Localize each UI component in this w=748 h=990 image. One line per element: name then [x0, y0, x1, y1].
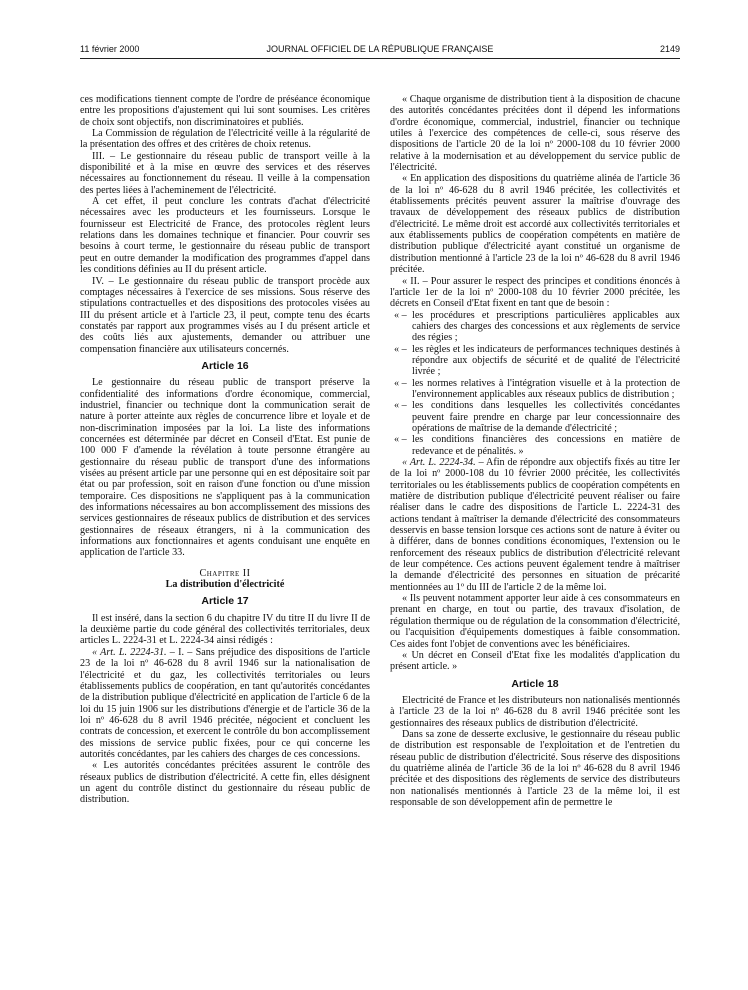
- paragraph: ces modifications tiennent compte de l'ordre de préséance économique entre les propositions d'ajustement qui lui sont soumises. Les critères de choix sont objectifs, non discriminatoires et publiés.: [80, 94, 370, 128]
- paragraph: [390, 457, 680, 593]
- list-item: [390, 400, 680, 434]
- chapter-label: Chapitre II: [199, 567, 251, 579]
- paragraph: [80, 647, 370, 760]
- chapter-title: La distribution d'électricité: [165, 579, 285, 591]
- page-header: [80, 44, 680, 58]
- paragraph: « Les autorités concédantes précitées assurent le contrôle des réseaux publics de distribution d'électricité. A cette fin, elles désignent un agent du contrôle distinct du gestionnaire du réseau public de distribution.: [80, 760, 370, 806]
- list-item: [390, 344, 680, 378]
- article-heading: Article 17: [201, 595, 249, 608]
- paragraph: « Un décret en Conseil d'Etat fixe les modalités d'application du présent article. »: [390, 649, 680, 673]
- header-rule: [80, 58, 680, 59]
- article-heading: Article 16: [201, 359, 249, 372]
- issue-date: 11 février 2000: [80, 44, 140, 54]
- paragraph: A cet effet, il peut conclure les contrats d'achat d'électricité nécessaires avec les producteurs et les fournisseurs. Lorsque le fournisseur est Electricité de France, des protocoles règlent leurs relations dans les domaines technique et financier. Pour couvrir ses besoins à court terme, le gestionnaire du réseau public de transport peut en outre demander la modification des programmes d'appel dans les conditions définies au II du présent article.: [80, 196, 370, 276]
- paragraph-text: – I. – Sans préjudice des dispositions de l'article 23 de la loi nº 46-628 du 8 avril 1946 sur la nationalisation de l'électricité et du gaz, les collectivités territoriales ou leurs établissements publics de coopération, en tant qu'autorités concédantes de la distribution publique d'électricité en application de l'article 6 de la loi du 15 juin 1906 sur les distributions d'énergie et de l'article 36 de la loi nº 46-628 du 8 avril 1946 précitée, négocient et concluent les contrats de concession, et exercent le contrôle du bon accomplissement des missions de service public fixées, pour ce qui concerne les autorités concédantes, par les cahiers des charges de ces concessions.: [80, 646, 370, 760]
- paragraph: « Ils peuvent notamment apporter leur aide à ces consommateurs en prenant en charge, en tout ou partie, des travaux d'isolation, de régulation thermique ou de régulation de la consommation d'électricité, ou l'acquisition d'équipements domestiques à faible consommation. Ces aides font l'objet de conventions avec les bénéficiaires.: [390, 593, 680, 650]
- page-number: 2149: [659, 44, 680, 54]
- list-item: [390, 434, 680, 457]
- list-marker: « –: [394, 309, 407, 321]
- list-text: les procédures et prescriptions particulières applicables aux cahiers des charges des concessions et aux règlements de service des régies ;: [412, 309, 680, 344]
- list-text: les normes relatives à l'intégration visuelle et à la protection de l'environnement applicables aux réseaux publics de distribution ;: [412, 377, 680, 400]
- paragraph: III. – Le gestionnaire du réseau public de transport veille à la disponibilité et à la mise en œuvre des services et des réserves nécessaires au fonctionnement du réseau. Il veille à la compensation des pertes liées à l'acheminement de l'électricité.: [80, 150, 370, 196]
- list-text: les conditions financières des concessions en matière de redevance et de pénalités. »: [412, 434, 680, 457]
- list-marker: « –: [394, 434, 407, 446]
- article-reference: « Art. L. 2224-34.: [402, 457, 476, 468]
- paragraph: « II. – Pour assurer le respect des principes et conditions énoncés à l'article 1er de la loi nº 2000-108 du 10 février 2000 précitée, les décrets en Conseil d'Etat fixent en tant que de besoin :: [390, 275, 680, 310]
- paragraph: « Chaque organisme de distribution tient à la disposition de chacune des autorités concédantes précitées dont il dépend les informations d'ordre économique, commercial, industriel, financier ou technique utiles à l'exercice des compétences de celle-ci, sous réserve des dispositions de l'article 20 de la loi nº 2000-108 du 10 février 2000 relative à la modernisation et au développement du service public de l'électricité.: [390, 94, 680, 174]
- right-column: [390, 94, 680, 808]
- paragraph: Le gestionnaire du réseau public de transport préserve la confidentialité des informations d'ordre économique, commercial, industriel, financier ou technique dont la communication serait de nature à porter atteinte aux règles de concurrence libre et loyale et de non-discrimination imposées par la loi. La liste des informations concernées est déterminée par décret en Conseil d'Etat. Est punie de 100 000 F d'amende la révélation à toute personne étrangère au gestionnaire du réseau public de transport d'une des informations visées au présent article par une personne qui en est dépositaire soit par état ou par profession, soit en raison d'une fonction ou d'une mission temporaire. Ces dispositions ne s'appliquent pas à la communication des informations nécessaires au bon accomplissement des missions des services gestionnaires de réseaux publics de distribution et des services gestionnaires de réseaux étrangers, ni à la communication des informations aux fonctionnaires et agents conduisant une enquête en application de l'article 33.: [80, 377, 370, 559]
- left-column: [80, 94, 370, 806]
- paragraph: « En application des dispositions du quatrième alinéa de l'article 36 de la loi nº 46-628 du 8 avril 1946 précitée, les collectivités et établissements précités peuvent assurer la maîtrise d'ouvrage des travaux de développement des réseaux publics de distribution d'électricité. Le même droit est accordé aux collectivités territoriales et aux établissements publics de coopération compétents en matière de distribution publique d'électricité ayant constitué un organisme de distribution mentionné à l'article 23 de la loi nº 46-628 du 8 avril 1946 précitée.: [390, 173, 680, 276]
- list-text: les règles et les indicateurs de performances techniques destinés à répondre aux objectifs de sécurité et de qualité de l'électricité livrée ;: [412, 343, 680, 378]
- list-marker: « –: [394, 377, 407, 389]
- journal-title: JOURNAL OFFICIEL DE LA RÉPUBLIQUE FRANÇAISE: [266, 44, 494, 54]
- list-text: les conditions dans lesquelles les collectivités concédantes peuvent faire prendre en charge par leur concessionnaire des opérations de maîtrise de la demande d'électricité ;: [412, 400, 680, 434]
- list-marker: « –: [394, 400, 407, 412]
- paragraph: IV. – Le gestionnaire du réseau public de transport procède aux comptages nécessaires à l'exercice de ses missions. Sous réserve des stipulations contractuelles et des dispositions des protocoles visées au III du présent article et à l'article 23, il peut, compte tenu des écarts constatés par rapport aux programmes visés au I du présent article et des coûts liés aux ajustements, demander ou attribuer une compensation financière aux utilisateurs concernés.: [80, 275, 370, 355]
- list-item: [390, 310, 680, 344]
- list-marker: « –: [394, 343, 407, 355]
- paragraph: Dans sa zone de desserte exclusive, le gestionnaire du réseau public de distribution est responsable de l'exploitation et de l'entretien du réseau public de distribution d'électricité. Sous réserve des dispositions du quatrième alinéa de l'article 36 de la loi nº 46-628 du 8 avril 1946 précitée et des dispositions des règlements de service des distributeurs non nationalisés mentionnés à l'article 23 de la même loi, il est responsable de son développement afin de permettre le: [390, 728, 680, 808]
- paragraph: Il est inséré, dans la section 6 du chapitre IV du titre II du livre II de la deuxième partie du code général des collectivités territoriales, deux articles L. 2224-31 et L. 2224-34 ainsi rédigés :: [80, 612, 370, 647]
- article-heading: Article 18: [511, 677, 559, 690]
- list-item: [390, 378, 680, 401]
- paragraph: La Commission de régulation de l'électricité veille à la régularité de la présentation des offres et des critères de choix retenus.: [80, 128, 370, 151]
- paragraph-text: – Afin de répondre aux objectifs fixés au titre Ier de la loi nº 2000-108 du 10 février 2000 précitée, les collectivités territoriales ou les établissements publics de coopération compétents en matière de distribution publique d'électricité peuvent réaliser ou faire réaliser dans le cadre des dispositions de l'article L. 2224-31 des actions tendant à maîtriser la demande d'électricité des consommateurs desservis en basse tension lorsque ces actions sont de nature à éviter ou à différer, dans de bonnes conditions économiques, l'extension ou le renforcement des réseaux publics de distribution d'électricité relevant de leur compétence. Ces actions peuvent également tendre à maîtriser la demande d'électricité des personnes en situation de précarité mentionnées au 1º du III de l'article 2 de la même loi.: [390, 457, 680, 593]
- article-reference: « Art. L. 2224-31.: [92, 646, 167, 658]
- paragraph: Electricité de France et les distributeurs non nationalisés mentionnés à l'article 23 de la loi nº 46-628 du 8 avril 1946 précitée sont les gestionnaires des réseaux publics de distribution d'électricité.: [390, 694, 680, 729]
